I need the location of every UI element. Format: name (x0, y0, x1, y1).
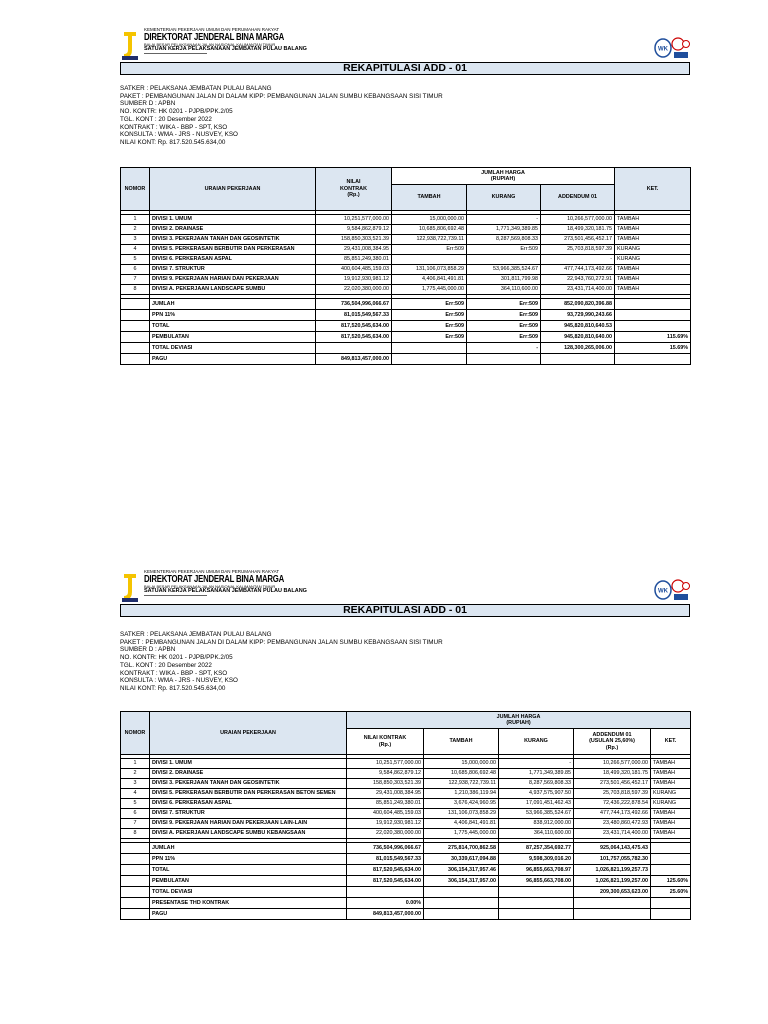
summary-blank (121, 909, 150, 920)
row-nilai-kontrak: 85,851,249,380.01 (316, 255, 392, 265)
summary-label: PPN 11% (150, 310, 316, 321)
row-ket: KURANG (651, 799, 691, 809)
summary-nilai-kontrak: 817,520,545,634.00 (316, 321, 392, 332)
summary-addendum: 1,026,821,199,257.73 (574, 865, 651, 876)
row-ket: TAMBAH (651, 779, 691, 789)
row-number: 6 (121, 809, 150, 819)
info-nilai-kontrak: NILAI KONT: Rp. 817.520.545.634,00 (120, 684, 226, 692)
row-kurang: 838,912,000.00 (499, 819, 574, 829)
summary-blank (121, 343, 150, 354)
row-ket: KURANG (615, 255, 691, 265)
row-nilai-kontrak: 10,251,577,000.00 (347, 759, 424, 769)
row-kurang: 1,771,349,389.85 (499, 769, 574, 779)
row-addendum: 23,431,714,400.00 (574, 829, 651, 839)
row-ket: TAMBAH (615, 285, 691, 295)
row-ket: TAMBAH (651, 819, 691, 829)
agency-balai: BALAI BESAR PELAKSANAAN JALAN NASIONAL KALIMANTAN TIMUR (144, 583, 276, 589)
summary-nilai-kontrak: 81,015,549,567.33 (347, 854, 424, 865)
info-paket: PAKET : PEMBANGUNAN JALAN DI DALAM KIPP: PEMBANGUNAN JALAN SUMBU KEBANGSAAN SISI TIMUR (120, 92, 443, 100)
summary-kurang: - (467, 343, 541, 354)
agency-balai: BALAI BESAR PELAKSANAAN JALAN NASIONAL KALIMANTAN TIMUR (144, 41, 276, 47)
table-row (121, 779, 691, 789)
summary-row (121, 854, 691, 865)
summary-blank (121, 876, 150, 887)
summary-row (121, 332, 691, 343)
summary-row (121, 898, 691, 909)
summary-nilai-kontrak: 0.00% (347, 898, 424, 909)
table-row (121, 255, 691, 265)
summary-label: JUMLAH (150, 843, 347, 854)
info-satker: SATKER : PELAKSANA JEMBATAN PULAU BALANG (120, 631, 272, 638)
summary-label: TOTAL (150, 865, 347, 876)
row-kurang: 8,287,569,808.33 (467, 235, 541, 245)
info-nilai-kontrak: NILAI KONT: Rp. 817.520.545.634,00 (120, 138, 226, 146)
col-ket: KET. (615, 168, 691, 211)
row-addendum: 72,436,222,878.54 (574, 799, 651, 809)
row-addendum: 273,501,456,452.17 (541, 235, 615, 245)
row-addendum: 273,501,456,452.17 (574, 779, 651, 789)
row-ket: TAMBAH (615, 215, 691, 225)
row-kurang: Err:509 (467, 245, 541, 255)
row-kurang: - (467, 215, 541, 225)
summary-tambah (424, 887, 499, 898)
col-uraian: URAIAN PEKERJAAN (150, 168, 316, 211)
row-ket: KURANG (651, 789, 691, 799)
summary-blank (121, 854, 150, 865)
row-tambah: 15,000,000.00 (392, 215, 467, 225)
summary-nilai-kontrak: 817,520,545,634.00 (347, 876, 424, 887)
summary-label: TOTAL (150, 321, 316, 332)
row-addendum: 25,703,818,597.39 (574, 789, 651, 799)
svg-text:WK: WK (658, 46, 668, 53)
table-row (121, 759, 691, 769)
info-konsultan: KONSULTA : WMA - JRS - NUSVEY, KSO (120, 131, 238, 139)
summary-tambah: 306,154,317,957.46 (424, 865, 499, 876)
row-tambah: 131,106,073,858.29 (392, 265, 467, 275)
row-nilai-kontrak: 19,912,930,981.12 (316, 275, 392, 285)
summary-label: PRESENTASE THD KONTRAK (150, 898, 347, 909)
agency-ministry: KEMENTERIAN PEKERJAAN UMUM DAN PERUMAHAN RAKYAT (144, 27, 280, 32)
row-addendum: 10,266,577,000.00 (574, 759, 651, 769)
row-uraian: DIVISI 9. PEKERJAAN HARIAN DAN PEKERJAAN (150, 275, 316, 285)
summary-row (121, 354, 691, 365)
summary-ket (651, 898, 691, 909)
summary-kurang: Err:509 (467, 310, 541, 321)
summary-nilai-kontrak: 736,504,996,066.67 (316, 299, 392, 310)
summary-addendum: 128,300,265,006.00 (541, 343, 615, 354)
row-uraian: DIVISI 7. STRUKTUR (150, 265, 316, 275)
summary-row (121, 321, 691, 332)
table-row (121, 225, 691, 235)
summary-tambah: 306,154,317,957.00 (424, 876, 499, 887)
table-row (121, 819, 691, 829)
summary-tambah: Err:509 (392, 332, 467, 343)
table-row (121, 829, 691, 839)
row-kurang: - (499, 759, 574, 769)
row-tambah: 10,685,806,692.48 (424, 769, 499, 779)
info-tgl-kontrak: TGL. KONT : 20 Desember 2022 (120, 115, 212, 123)
row-uraian: DIVISI A. PEKERJAAN LANDSCAPE SUMBU (150, 285, 316, 295)
summary-addendum: 93,729,990,243.66 (541, 310, 615, 321)
row-uraian: DIVISI A. PEKERJAAN LANDSCAPE SUMBU KEBANGSAAN (150, 829, 347, 839)
row-nilai-kontrak: 9,584,862,879.12 (347, 769, 424, 779)
table-row (121, 245, 691, 255)
row-nilai-kontrak: 29,431,008,384.95 (316, 245, 392, 255)
summary-nilai-kontrak: 81,015,549,567.33 (316, 310, 392, 321)
row-number: 5 (121, 799, 150, 809)
summary-tambah: 275,814,700,862.58 (424, 843, 499, 854)
agency-address-strip: ▬▬▬▬▬▬▬▬▬▬▬▬▬▬▬▬▬▬▬▬▬ (144, 593, 207, 597)
summary-addendum: 852,090,820,396.88 (541, 299, 615, 310)
agency-satker: SATUAN KERJA PELAKSANAAN JEMBATAN PULAU BALANG (144, 45, 307, 52)
row-addendum: 10,266,577,000.00 (541, 215, 615, 225)
summary-nilai-kontrak: 736,504,996,066.67 (347, 843, 424, 854)
row-tambah: 122,938,722,739.11 (392, 235, 467, 245)
summary-addendum (574, 909, 651, 920)
row-kurang: 301,811,799.98 (467, 275, 541, 285)
summary-tambah: Err:509 (392, 321, 467, 332)
row-kurang: 1,771,349,389.85 (467, 225, 541, 235)
summary-tambah (392, 354, 467, 365)
row-addendum: 18,499,320,181.75 (541, 225, 615, 235)
summary-blank (121, 898, 150, 909)
row-addendum: 25,703,818,597.39 (541, 245, 615, 255)
agency-lines (144, 27, 307, 55)
row-uraian: DIVISI 1. UMUM (150, 215, 316, 225)
summary-nilai-kontrak: 849,813,457,000.00 (347, 909, 424, 920)
recap-table (120, 167, 691, 365)
summary-kurang: Err:509 (467, 299, 541, 310)
recap-table (120, 711, 691, 920)
summary-row (121, 843, 691, 854)
summary-label: PEMBULATAN (150, 332, 316, 343)
summary-nilai-kontrak (347, 887, 424, 898)
summary-row (121, 876, 691, 887)
col-tambah: TAMBAH (392, 185, 467, 211)
row-tambah: 131,106,073,858.29 (424, 809, 499, 819)
summary-ket (615, 354, 691, 365)
info-paket: PAKET : PEMBANGUNAN JALAN DI DALAM KIPP: PEMBANGUNAN JALAN SUMBU KEBANGSAAN SISI TIMUR (120, 638, 443, 646)
summary-row (121, 887, 691, 898)
row-tambah (392, 255, 467, 265)
summary-kurang: 87,257,354,692.77 (499, 843, 574, 854)
row-number: 7 (121, 819, 150, 829)
row-addendum: 477,744,173,492.66 (574, 809, 651, 819)
col-kurang: KURANG (499, 729, 574, 755)
table-row (121, 789, 691, 799)
row-nilai-kontrak: 29,431,008,384.95 (347, 789, 424, 799)
document-title: REKAPITULASI ADD - 01 (120, 62, 690, 75)
row-ket: TAMBAH (651, 809, 691, 819)
row-nilai-kontrak: 19,912,930,981.12 (347, 819, 424, 829)
info-konsultan: KONSULTA : WMA - JRS - NUSVEY, KSO (120, 677, 238, 685)
summary-blank (121, 865, 150, 876)
summary-ket: 25.60% (651, 887, 691, 898)
agency-name: DIREKTORAT JENDERAL BINA MARGA (144, 573, 285, 585)
row-uraian: DIVISI 5. PERKERASAN BERBUTIR DAN PERKERASAN BETON SEMEN (150, 789, 347, 799)
summary-addendum: 101,757,055,782.30 (574, 854, 651, 865)
summary-kurang: Err:509 (467, 332, 541, 343)
row-number: 4 (121, 789, 150, 799)
col-jumlah-harga: JUMLAH HARGA (RUPIAH) (392, 168, 615, 185)
row-nilai-kontrak: 22,020,380,000.00 (347, 829, 424, 839)
row-number: 6 (121, 265, 150, 275)
summary-ket (615, 310, 691, 321)
summary-label: JUMLAH (150, 299, 316, 310)
col-addendum: ADDENDUM 01 (USULAN 25,60%) (Rp.) (574, 729, 651, 755)
row-number: 3 (121, 779, 150, 789)
row-ket: KURANG (615, 245, 691, 255)
agency-name: DIREKTORAT JENDERAL BINA MARGA (144, 31, 285, 43)
document-title: REKAPITULASI ADD - 01 (120, 604, 690, 617)
row-ket: TAMBAH (651, 759, 691, 769)
row-uraian: DIVISI 7. STRUKTUR (150, 809, 347, 819)
agency-ministry: KEMENTERIAN PEKERJAAN UMUM DAN PERUMAHAN RAKYAT (144, 569, 280, 574)
col-tambah: TAMBAH (424, 729, 499, 755)
row-addendum: 22,943,760,272.91 (541, 275, 615, 285)
pupr-logo-icon (120, 30, 140, 62)
row-nilai-kontrak: 10,251,577,000.00 (316, 215, 392, 225)
row-kurang (467, 255, 541, 265)
row-tambah: 1,775,445,000.00 (392, 285, 467, 295)
row-number: 4 (121, 245, 150, 255)
summary-blank (121, 887, 150, 898)
row-kurang: 364,110,600.00 (467, 285, 541, 295)
row-uraian: DIVISI 9. PEKERJAAN HARIAN DAN PEKERJAAN LAIN-LAIN (150, 819, 347, 829)
summary-kurang (467, 354, 541, 365)
summary-tambah: 30,339,617,094.88 (424, 854, 499, 865)
summary-row (121, 343, 691, 354)
summary-tambah: Err:509 (392, 299, 467, 310)
row-tambah: 4,406,841,491.81 (392, 275, 467, 285)
col-ket: KET. (651, 729, 691, 755)
row-addendum: 18,499,320,181.75 (574, 769, 651, 779)
row-nilai-kontrak: 158,850,303,521.39 (316, 235, 392, 245)
summary-row (121, 310, 691, 321)
col-addendum: ADDENDUM 01 (541, 185, 615, 211)
table-row (121, 235, 691, 245)
row-uraian: DIVISI 6. PERKERASAN ASPAL (150, 255, 316, 265)
partner-logos-icon (654, 576, 690, 604)
summary-addendum: 945,820,810,640.00 (541, 332, 615, 343)
summary-blank (121, 332, 150, 343)
row-nilai-kontrak: 9,584,862,879.12 (316, 225, 392, 235)
row-number: 2 (121, 769, 150, 779)
partner-logos-icon (654, 34, 690, 62)
agency-address-strip: ▬▬▬▬▬▬▬▬▬▬▬▬▬▬▬▬▬▬▬▬▬ (144, 51, 207, 55)
row-number: 1 (121, 215, 150, 225)
row-nilai-kontrak: 22,020,380,000.00 (316, 285, 392, 295)
row-kurang: 4,937,575,907.50 (499, 789, 574, 799)
table-row (121, 285, 691, 295)
summary-nilai-kontrak: 817,520,545,634.00 (316, 332, 392, 343)
table-row (121, 275, 691, 285)
row-tambah: 1,210,386,119.94 (424, 789, 499, 799)
info-kontraktor: KONTRAKT : WIKA - BBP - SPT, KSO (120, 123, 228, 131)
row-uraian: DIVISI 2. DRAINASE (150, 769, 347, 779)
row-ket: TAMBAH (651, 769, 691, 779)
info-sumber-dana: SUMBER D : APBN (120, 100, 176, 108)
table-row (121, 265, 691, 275)
row-tambah: 1,775,445,000.00 (424, 829, 499, 839)
summary-ket (651, 865, 691, 876)
summary-kurang: Err:509 (467, 321, 541, 332)
summary-tambah (424, 898, 499, 909)
row-number: 1 (121, 759, 150, 769)
row-ket: TAMBAH (615, 235, 691, 245)
table-row (121, 769, 691, 779)
row-uraian: DIVISI 6. PERKERASAN ASPAL (150, 799, 347, 809)
row-uraian: DIVISI 2. DRAINASE (150, 225, 316, 235)
row-kurang: 364,110,600.00 (499, 829, 574, 839)
row-addendum: - (541, 255, 615, 265)
col-uraian: URAIAN PEKERJAAN (150, 712, 347, 755)
summary-ket (651, 909, 691, 920)
row-nilai-kontrak: 400,604,485,159.03 (347, 809, 424, 819)
summary-addendum (541, 354, 615, 365)
table-row (121, 809, 691, 819)
summary-blank (121, 310, 150, 321)
row-kurang: 8,287,569,808.33 (499, 779, 574, 789)
col-nilai-kontrak: NILAI KONTRAK (Rp.) (316, 168, 392, 211)
col-kurang: KURANG (467, 185, 541, 211)
info-satker: SATKER : PELAKSANA JEMBATAN PULAU BALANG (120, 85, 272, 92)
summary-kurang (499, 898, 574, 909)
summary-ket (651, 854, 691, 865)
row-number: 3 (121, 235, 150, 245)
pupr-logo-icon (120, 572, 140, 604)
row-kurang: 17,091,451,462.43 (499, 799, 574, 809)
row-tambah: 4,406,841,491.81 (424, 819, 499, 829)
row-ket: TAMBAH (615, 265, 691, 275)
row-tambah: 3,676,424,960.95 (424, 799, 499, 809)
summary-nilai-kontrak (316, 343, 392, 354)
agency-satker: SATUAN KERJA PELAKSANAAN JEMBATAN PULAU BALANG (144, 587, 307, 594)
summary-label: PEMBULATAN (150, 876, 347, 887)
row-number: 2 (121, 225, 150, 235)
row-tambah: 122,938,722,739.11 (424, 779, 499, 789)
row-addendum: 477,744,173,492.66 (541, 265, 615, 275)
row-uraian: DIVISI 3. PEKERJAAN TANAH DAN GEOSINTETIK (150, 779, 347, 789)
summary-addendum (574, 898, 651, 909)
table-row (121, 799, 691, 809)
summary-ket: 115.69% (615, 332, 691, 343)
summary-kurang: 96,855,663,708.00 (499, 876, 574, 887)
row-uraian: DIVISI 1. UMUM (150, 759, 347, 769)
row-tambah: 10,685,806,692.48 (392, 225, 467, 235)
row-number: 5 (121, 255, 150, 265)
info-block (120, 85, 443, 147)
summary-label: PPN 11% (150, 854, 347, 865)
row-nilai-kontrak: 85,851,249,380.01 (347, 799, 424, 809)
info-tgl-kontrak: TGL. KONT : 20 Desember 2022 (120, 661, 212, 669)
row-nilai-kontrak: 400,604,485,159.03 (316, 265, 392, 275)
row-number: 8 (121, 829, 150, 839)
agency-lines (144, 569, 307, 597)
row-ket: TAMBAH (615, 275, 691, 285)
summary-kurang: 96,855,663,708.97 (499, 865, 574, 876)
row-kurang: 53,966,385,524.67 (499, 809, 574, 819)
summary-kurang: 9,598,309,016.20 (499, 854, 574, 865)
col-jumlah-harga: JUMLAH HARGA (RUPIAH) (347, 712, 691, 729)
summary-ket (651, 843, 691, 854)
summary-kurang (499, 909, 574, 920)
row-tambah: 15,000,000.00 (424, 759, 499, 769)
row-ket: TAMBAH (651, 829, 691, 839)
info-no-kontrak: NO. KONTR: HK 0201 - PJPB/PPK.2/05 (120, 108, 233, 116)
svg-text:WK: WK (658, 588, 668, 595)
summary-nilai-kontrak: 849,813,457,000.00 (316, 354, 392, 365)
row-addendum: 23,480,860,472.93 (574, 819, 651, 829)
table-row (121, 215, 691, 225)
summary-ket: 15.69% (615, 343, 691, 354)
info-no-kontrak: NO. KONTR: HK 0201 - PJPB/PPK.2/05 (120, 654, 233, 662)
summary-nilai-kontrak: 817,520,545,634.00 (347, 865, 424, 876)
row-uraian: DIVISI 3. PEKERJAAN TANAH DAN GEOSINTETIK (150, 235, 316, 245)
summary-blank (121, 354, 150, 365)
row-kurang: 53,966,385,524.67 (467, 265, 541, 275)
summary-kurang (499, 887, 574, 898)
summary-label: TOTAL DEVIASI (150, 887, 347, 898)
summary-label: PAGU (150, 909, 347, 920)
summary-blank (121, 321, 150, 332)
row-tambah: Err:509 (392, 245, 467, 255)
col-nomor: NOMOR (121, 168, 150, 211)
col-nilai-kontrak: NILAI KONTRAK (Rp.) (347, 729, 424, 755)
summary-addendum: 1,026,821,199,257.00 (574, 876, 651, 887)
summary-tambah (424, 909, 499, 920)
summary-ket (615, 321, 691, 332)
row-addendum: 23,431,714,400.00 (541, 285, 615, 295)
summary-ket (615, 299, 691, 310)
summary-row (121, 299, 691, 310)
summary-addendum: 209,300,653,623.00 (574, 887, 651, 898)
row-uraian: DIVISI 5. PERKERASAN BERBUTIR DAN PERKERASAN (150, 245, 316, 255)
summary-label: TOTAL DEVIASI (150, 343, 316, 354)
summary-row (121, 865, 691, 876)
row-nilai-kontrak: 158,850,303,521.39 (347, 779, 424, 789)
summary-row (121, 909, 691, 920)
summary-tambah (392, 343, 467, 354)
summary-label: PAGU (150, 354, 316, 365)
summary-blank (121, 843, 150, 854)
info-block (120, 631, 443, 693)
row-number: 7 (121, 275, 150, 285)
summary-tambah: Err:509 (392, 310, 467, 321)
info-kontraktor: KONTRAKT : WIKA - BBP - SPT, KSO (120, 669, 228, 677)
col-nomor: NOMOR (121, 712, 150, 755)
summary-blank (121, 299, 150, 310)
summary-ket: 125.60% (651, 876, 691, 887)
summary-addendum: 925,064,143,475.43 (574, 843, 651, 854)
info-sumber-dana: SUMBER D : APBN (120, 646, 176, 654)
summary-addendum: 945,820,810,640.53 (541, 321, 615, 332)
row-ket: TAMBAH (615, 225, 691, 235)
row-number: 8 (121, 285, 150, 295)
